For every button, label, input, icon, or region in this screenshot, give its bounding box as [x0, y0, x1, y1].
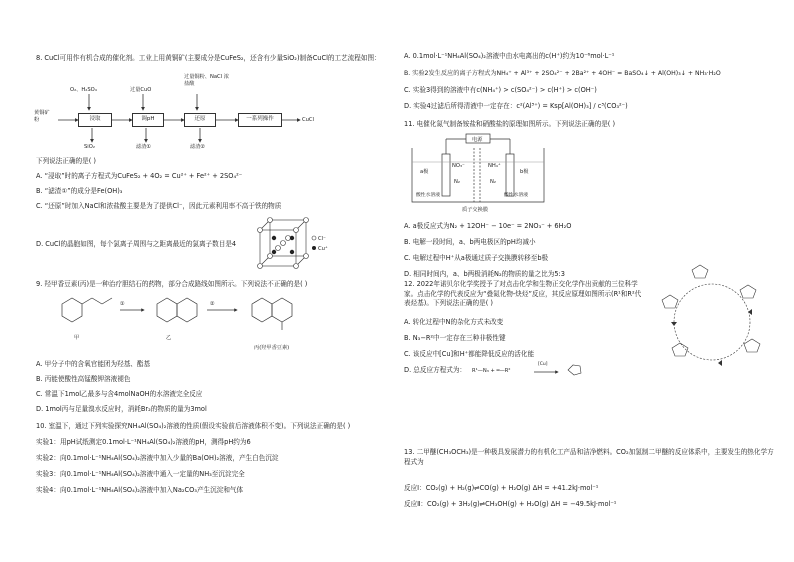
flow-product: CuCl [302, 117, 314, 123]
q9-label-bing: 丙(羟甲香豆素) [254, 345, 290, 351]
right-product: NH₄⁺ [488, 163, 501, 169]
flow-raw: 黄铜矿粉 [34, 110, 50, 123]
q8-stem: 8. CuCl可用作有机合成的催化剂。工业上用黄铜矿(主要成分是CuFeS₂，还含有少量SiO₂)制备CuCl的工艺流程如图： [36, 54, 381, 62]
q10-option-a: A. 0.1mol·L⁻¹NH₄Al(SO₄)₂溶液中由水电离出的c(H⁺)约为10⁻⁶mol·L⁻¹ [404, 52, 615, 60]
q11-option-c: C. 电解过程中H⁺从a极通过质子交换膜转移至b极 [404, 254, 549, 262]
q9-label-jia: 甲 [74, 335, 80, 341]
q11-option-b: B. 电解一段时间，a、b两电极区的pH均减小 [404, 238, 536, 246]
flow-step-leach: 浸取 [78, 113, 112, 127]
flow-step-series: 一系列操作 [238, 113, 282, 127]
flow-reagent-3: 过量铜粉、NaCl 浓盐酸 [184, 74, 229, 87]
q12-option-b: B. N₃−R²中一定存在三种非极性键 [404, 334, 506, 342]
q10-option-c: C. 实验3得到的溶液中有c(NH₄⁺) > c(SO₄²⁻) > c(H⁺) > c(OH⁻) [404, 86, 597, 94]
flow-waste-sio2: SiO₂ [84, 144, 95, 150]
q9-option-d: D. 1mol丙与足量溴水反应时，消耗Br₂的物质的量为3mol [36, 405, 207, 413]
left-product: NO₃⁻ [452, 163, 465, 169]
q9-option-b: B. 丙能使酸性高锰酸钾溶液褪色 [36, 375, 131, 383]
q10-experiment-3: 实验3：向0.1mol·L⁻¹NH₄Al(SO₄)₂溶液中通入一定量的NH₃至沉淀完全 [36, 470, 245, 478]
q9-step-2: ② [210, 301, 215, 307]
q12-option-a: A. 转化过程中N的杂化方式未改变 [404, 318, 504, 326]
q8-option-a: A. “浸取”时的离子方程式为CuFeS₂ + 4O₂ = Cu²⁺ + Fe²⁺ + 2SO₄²⁻ [36, 172, 243, 180]
q8-option-d: D. CuCl的晶胞如图，每个氯离子周围与之距离最近的氯离子数目是4 [36, 240, 237, 248]
q8-question: 下列说法正确的是( ) [36, 157, 96, 165]
q12-equation-catalyst: [Cu] [538, 362, 548, 367]
q12-stem: 12. 2022年诺贝尔化学奖授予了对点击化学和生物正交化学作出贡献的三位科学家。点击化学的代表反应为“叠氮化物-炔烃”反应，其反应原理如图所示(R¹和R²代表烃基)。下列说法正确的是( ) [404, 280, 642, 307]
q10-stem: 10. 室温下，通过下列实验探究NH₄Al(SO₄)₂溶液的性质(假设实验前后溶液体积不变)。下列说法正确的是( ) [36, 422, 351, 430]
q9-stem: 9. 羟甲香豆素(丙)是一种治疗胆结石的药物，部分合成路线如图所示。下列说法不正确的是( ) [36, 280, 308, 288]
q11-cell-diagram [408, 132, 548, 222]
q10-experiment-2: 实验2：向0.1mol·L⁻¹NH₄Al(SO₄)₂溶液中加入少量的Ba(OH)₂溶液，产生白色沉淀 [36, 454, 279, 462]
right-gas: N₂ [490, 179, 496, 185]
q12-triazole-product [564, 363, 586, 377]
flow-waste-1: 滤渣① [136, 144, 152, 150]
q8-flowchart [34, 62, 389, 152]
q8-option-c: C. “还原”时加入NaCl和浓盐酸主要是为了提供Cl⁻，因此元素利用率不高于铁的物质 [36, 202, 282, 210]
crystal-cell-diagram [252, 216, 322, 276]
q12-option-c: C. 该反应中[Cu]和H⁺都能降低反应的活化能 [404, 350, 535, 358]
q12-equation-left: R¹—N₃ + ═—R² [472, 368, 511, 374]
flow-waste-2: 滤渣② [190, 144, 206, 150]
left-electrolyte: 酸性水溶液 [416, 193, 440, 198]
q13-reaction-1: 反应Ⅰ：CO₂(g) + H₂(g)⇌CO(g) + H₂O(g) ΔH = +41.2kJ·mol⁻¹ [404, 484, 599, 492]
membrane-label: 质子交换膜 [462, 207, 488, 213]
flow-step-ph: 调pH [132, 113, 164, 127]
q9-synthesis-route [42, 292, 342, 342]
q10-experiment-4: 实验4：向0.1mol·L⁻¹NH₄Al(SO₄)₂溶液中加入Na₂CO₃产生沉淀和气体 [36, 486, 244, 494]
q10-option-b: B. 实验2发生反应的离子方程式为NH₄⁺ + Al³⁺ + 2SO₄²⁻ + 2Ba²⁺ + 4OH⁻ = BaSO₄↓ + Al(OH)₃↓ + NH₃·H₂O [404, 70, 721, 77]
q11-option-a: A. a极反应式为N₂ + 12OH⁻ − 10e⁻ = 2NO₃⁻ + 6H₂O [404, 222, 572, 230]
q13-reaction-2: 反应Ⅱ：CO₂(g) + 3H₂(g)⇌CH₃OH(g) + H₂O(g) ΔH = −49.5kJ·mol⁻¹ [404, 500, 617, 508]
q11-option-d: D. 相同时间内，a、b两极消耗N₂的物质的量之比为5:3 [404, 270, 565, 278]
power-source: 电源 [472, 137, 483, 143]
q13-stem: 13. 二甲醚(CH₃OCH₃)是一种极具发展潜力的有机化工产品和洁净燃料。CO₂加氢制二甲醚的反应体系中，主要发生的热化学方程式为 [404, 448, 774, 466]
electrode-b-label: b极 [520, 169, 529, 175]
electrode-a-label: a极 [420, 169, 429, 175]
q9-option-c: C. 常温下1mol乙最多与含4molNaOH的水溶液完全反应 [36, 390, 203, 398]
q11-stem: 11. 电催化氮气制备铵盐和硝酸盐的原理如图所示。下列说法正确的是( ) [404, 120, 616, 128]
legend-cu: Cu⁺ [318, 246, 328, 252]
flow-step-reduce: 还原 [184, 113, 216, 127]
flow-reagent-2: 过量CuO [130, 87, 152, 93]
flow-reagent-1: O₂、H₂SO₄ [70, 87, 97, 93]
q8-option-b: B. “滤渣①”的成分是Fe(OH)₃ [36, 187, 123, 195]
q9-step-1: ① [120, 301, 125, 307]
left-gas: N₂ [454, 179, 460, 185]
q9-option-a: A. 甲分子中的含氧官能团为羟基、酯基 [36, 360, 151, 368]
right-electrolyte: 酸性水溶液 [504, 193, 528, 198]
q12-catalytic-cycle [652, 260, 772, 380]
q10-option-d: D. 实验4过滤后所得清液中一定存在：c²(Al³⁺) = Ksp[Al(OH)₃] / c³(CO₃²⁻) [404, 102, 628, 110]
q10-experiment-1: 实验1：用pH试纸测定0.1mol·L⁻¹NH₄Al(SO₄)₂溶液的pH，测得pH约为6 [36, 438, 251, 446]
q12-option-d: D. 总反应方程式为： [404, 366, 467, 374]
legend-cl: Cl⁻ [318, 236, 326, 242]
q9-label-yi: 乙 [166, 335, 172, 341]
